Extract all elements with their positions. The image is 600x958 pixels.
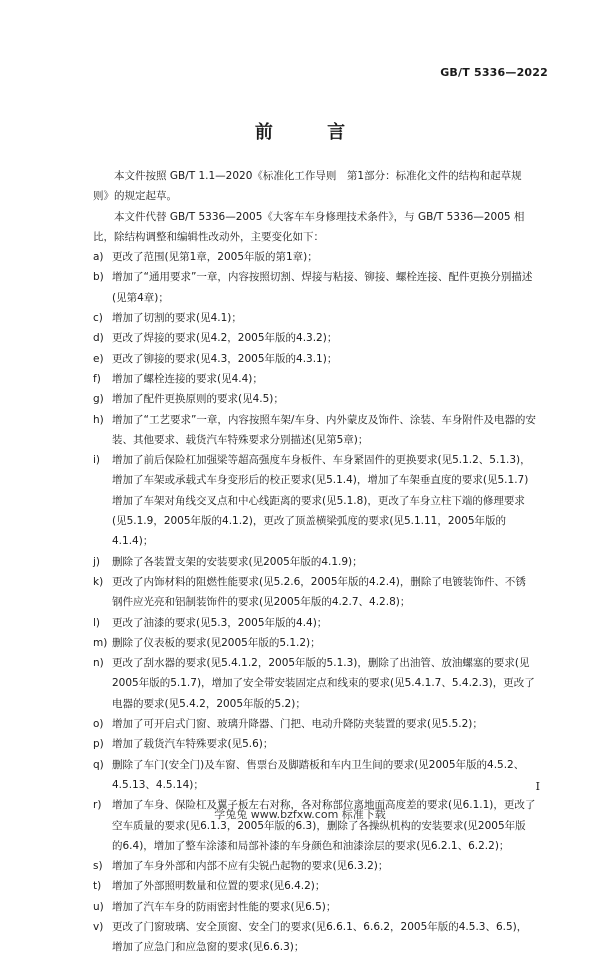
list-text: 增加了载货汽车特殊要求(见5.6)； bbox=[112, 738, 274, 751]
list-label: a) bbox=[93, 251, 104, 264]
list-label: f) bbox=[93, 372, 101, 385]
list-label: r) bbox=[93, 799, 102, 812]
list-label: t) bbox=[93, 880, 102, 893]
list-text: 增加了前后保险杠加强梁等超高强度车身板件、车身紧固件的更换要求(见5.1.2、5.1.3)，增加了车架或承载式车身变形后的校正要求(见5.1.4)，增加了车架垂直度的要求(见5.1.7)增加了车架对角线交叉点和中心线距离的要求(见5.1.8)，更改了车身立柱下端的修理要求(见5.1.9，2005年版的4.1.2)，更改了顶盖横梁弧度的要求(见5.1.11，2005年版的4.1.4)； bbox=[112, 454, 531, 548]
page-number: I bbox=[535, 780, 540, 793]
list-text: 更改了刮水器的要求(见5.4.1.2，2005年版的5.1.3)，删除了出油管、放油螺塞的要求(见2005年版的5.1.7)，增加了安全带安装固定点和线束的要求(见5.4.1.7、5.4.2.3)，更改了电器的要求(见5.4.2，2005年版的5.2)； bbox=[112, 657, 535, 710]
list-item bbox=[93, 450, 536, 551]
list-text: 增加了“工艺要求”一章，内容按照车架/车身、内外蒙皮及饰件、涂装、车身附件及电器的安装、其他要求、载货汽车特殊要求分别描述(见第5章)； bbox=[112, 413, 536, 446]
list-item bbox=[93, 410, 536, 451]
list-text: 增加了可开启式门窗、玻璃升降器、门把、电动升降防夹装置的要求(见5.5.2)； bbox=[112, 718, 483, 731]
list-label: h) bbox=[93, 413, 104, 426]
list-item bbox=[93, 734, 536, 754]
paragraph: 本文件代替 GB/T 5336—2005《大客车车身修理技术条件》，与 GB/T 5336—2005 相比，除结构调整和编辑性改动外，主要变化如下： bbox=[93, 210, 525, 243]
list-label: n) bbox=[93, 657, 104, 670]
list-text: 删除了各装置支架的安装要求(见2005年版的4.1.9)； bbox=[112, 555, 363, 568]
list-label: o) bbox=[93, 718, 104, 731]
list-item bbox=[93, 897, 536, 917]
list-item bbox=[93, 389, 536, 409]
list-item bbox=[93, 267, 536, 308]
list-text: 更改了焊接的要求(见4.2，2005年版的4.3.2)； bbox=[112, 332, 338, 345]
list-label: s) bbox=[93, 860, 103, 873]
list-item bbox=[93, 917, 536, 958]
list-label: c) bbox=[93, 312, 103, 325]
list-text: 增加了外部照明数量和位置的要求(见6.4.2)； bbox=[112, 880, 326, 893]
list-text: 删除了车门(安全门)及车窗、售票台及脚踏板和车内卫生间的要求(见2005年版的4.5.2、4.5.13、4.5.14)； bbox=[112, 758, 525, 791]
list-text: 更改了铆接的要求(见4.3，2005年版的4.3.1)； bbox=[112, 352, 338, 365]
list-label: p) bbox=[93, 738, 104, 751]
page-title: 前 言 bbox=[254, 122, 370, 143]
list-text: 删除了仪表板的要求(见2005年版的5.1.2)； bbox=[112, 636, 321, 649]
list-text: 增加了“通用要求”一章，内容按照切割、焊接与粘接、铆接、螺栓连接、配件更换分别描述(见第4章)； bbox=[112, 271, 533, 304]
list-item bbox=[93, 552, 536, 572]
list-label: q) bbox=[93, 758, 104, 771]
list-label: i) bbox=[93, 454, 101, 467]
list-item bbox=[93, 613, 536, 633]
list-item bbox=[93, 653, 536, 714]
list-text: 更改了内饰材料的阻燃性能要求(见5.2.6，2005年版的4.2.4)，删除了电镀装饰件、不锈钢件应光亮和铝制装饰件的要求(见2005年版的4.2.7、4.2.8)； bbox=[112, 575, 526, 609]
list-item bbox=[93, 369, 536, 389]
list-item bbox=[93, 308, 536, 328]
list-item bbox=[93, 714, 536, 734]
list-text: 更改了范围(见第1章，2005年版的第1章)； bbox=[112, 251, 318, 264]
list-label: d) bbox=[93, 332, 104, 345]
watermark-footer: 学兔兔 www.bzfxw.com 标准下载 bbox=[214, 808, 386, 821]
list-text: 增加了切割的要求(见4.1)； bbox=[112, 312, 242, 325]
list-text: 更改了油漆的要求(见5.3，2005年版的4.4)； bbox=[112, 616, 328, 629]
list-item bbox=[93, 795, 536, 856]
list-text: 增加了车身外部和内部不应有尖锐凸起物的要求(见6.3.2)； bbox=[112, 860, 389, 873]
list-label: b) bbox=[93, 271, 104, 284]
list-item bbox=[93, 876, 536, 896]
list-text: 增加了螺栓连接的要求(见4.4)； bbox=[112, 372, 263, 385]
list-text: 更改了门窗玻璃、安全顶窗、安全门的要求(见6.6.1、6.6.2，2005年版的4.5.3、6.5)，增加了应急门和应急窗的要求(见6.6.3)； bbox=[112, 920, 528, 954]
list-label: k) bbox=[93, 575, 104, 588]
list-item bbox=[93, 633, 536, 653]
list-label: e) bbox=[93, 352, 104, 365]
list-label: v) bbox=[93, 920, 104, 933]
document-body bbox=[93, 166, 536, 958]
list-label: j) bbox=[93, 555, 101, 568]
list-label: l) bbox=[93, 616, 101, 629]
list-item bbox=[93, 755, 536, 796]
list-label: g) bbox=[93, 393, 104, 406]
list-item bbox=[93, 572, 536, 613]
list-item bbox=[93, 247, 536, 267]
list-item bbox=[93, 856, 536, 876]
paragraph: 本文件按照 GB/T 1.1—2020《标准化工作导则 第1部分：标准化文件的结构和起草规则》的规定起草。 bbox=[93, 170, 522, 203]
list-label: u) bbox=[93, 900, 104, 913]
list-label: m) bbox=[93, 636, 108, 649]
list-item bbox=[93, 349, 536, 369]
list-item bbox=[93, 328, 536, 348]
list-text: 增加了汽车车身的防雨密封性能的要求(见6.5)； bbox=[112, 900, 337, 913]
standard-code: GB/T 5336—2022 bbox=[440, 66, 548, 79]
list-text: 增加了车身、保险杠及翼子板左右对称，各对称部位离地面高度差的要求(见6.1.1)，更改了空车质量的要求(见6.1.3，2005年版的6.3)，删除了各操纵机构的安装要求(见2005年版的6.4)，增加了整车涂漆和局部补漆的车身颜色和油漆涂层的要求(见6.2.1、6.2.2)； bbox=[112, 799, 536, 852]
list-text: 增加了配件更换原则的要求(见4.5)； bbox=[112, 393, 284, 406]
